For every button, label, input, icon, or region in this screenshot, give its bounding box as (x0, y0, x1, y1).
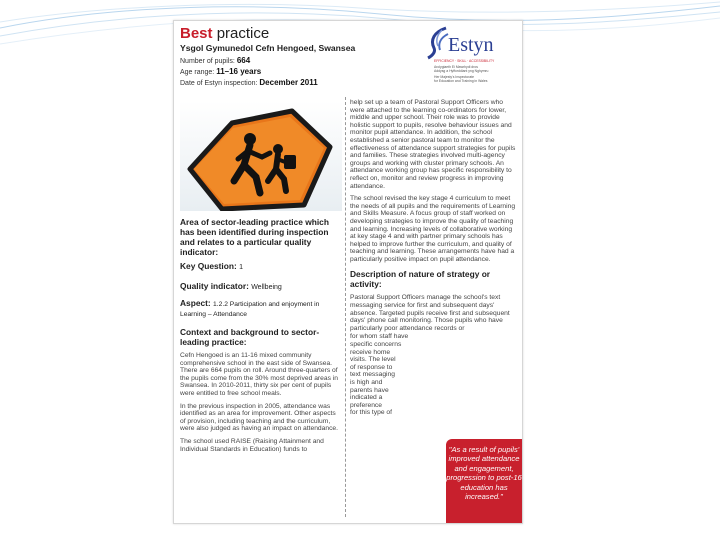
description-heading: Description of nature of strategy or activity: (350, 269, 491, 290)
left-column (180, 217, 342, 453)
logo-english-line-1: Her Majesty's Inspectorate (434, 75, 475, 79)
aspect-value: 1.2.2 Participation and enjoyment in Learning – Attendance (180, 301, 320, 318)
logo-welsh-line-1: Arolygiaeth Ei Mawrhydi dros (434, 65, 478, 69)
right-paragraph-1: help set up a team of Pastoral Support Officers who were attached to the learning co-ordinators for lower, middle and upper school. Their role was to provide holistic support to pupils, resolve behaviour issues and monitor pupil attendance. In addition, the school established a senior pastoral team to monitor the effectiveness of attendance support strategies for pupils and families. These strategies involved multi-agency groups and working with cluster primary schools. An attendance working group has specific responsibility to reflect on, monitor and review progress in improving attendance. (350, 99, 516, 190)
logo-tagline: EFFICIENCY · SKILL · ACCESSIBILITY (434, 59, 495, 63)
context-paragraph-2: In the previous inspection in 2005, attendance was identified as an area for improvement. Other aspects of provision, including teaching and the curriculum, were also judged as having an impact on attendance. (180, 402, 339, 433)
document-title (180, 25, 269, 42)
p4-line: receive home (350, 348, 391, 356)
right-paragraph-4 (350, 333, 444, 417)
p4-line: text messaging (350, 371, 395, 379)
key-question-value: 1 (239, 264, 244, 271)
quality-indicator-label: Quality indicator: (180, 281, 249, 291)
aspect-label: Aspect: (180, 298, 211, 308)
p4-line: indicated a (350, 394, 383, 402)
date-label: Date of Estyn inspection: (180, 80, 258, 87)
estyn-logo (426, 26, 518, 88)
aspect-row (180, 299, 342, 319)
pupils-value: 664 (236, 56, 251, 65)
p4-line: for this type of (350, 409, 393, 417)
p4-line: is high and (350, 379, 383, 386)
best-practice-document (173, 20, 523, 524)
children-crossing-sign-icon (180, 101, 342, 211)
logo-english-line-2: for Education and Training in Wales (434, 79, 488, 83)
school-sign-photo (180, 101, 342, 211)
title-best: Best (180, 25, 213, 42)
quality-indicator-value: Wellbeing (251, 284, 282, 291)
context-heading: Context and background to sector-leading practice: (180, 327, 320, 347)
right-paragraph-3: Pastoral Support Officers manage the school's text messaging service for first and subsequent days' absence. Targeted pupils receive first and subsequent days' phone call monitoring. Those pupils who have particularly poor attendance records or (350, 294, 510, 332)
age-value: 11–16 years (216, 67, 262, 76)
estyn-swirl-icon (426, 26, 450, 60)
age-label: Age range: (180, 69, 215, 76)
school-name: Ysgol Gymunedol Cefn Hengoed, Swansea (180, 43, 356, 53)
key-question-row (180, 261, 342, 271)
p4-line: specific concerns (350, 341, 402, 349)
right-column (350, 99, 516, 417)
date-row (180, 78, 318, 87)
context-paragraph-3: The school used RAISE (Raising Attainment and Individual Standards in Education) funds to (180, 437, 324, 453)
date-value: December 2011 (259, 78, 318, 87)
p4-line: parents have (350, 386, 389, 394)
p4-line: for whom staff have (350, 333, 409, 341)
p4-line: preference (350, 401, 382, 409)
key-question-label: Key Question: (180, 261, 237, 271)
column-divider (345, 97, 346, 517)
right-paragraph-2: The school revised the key stage 4 curriculum to meet the needs of all pupils and the requirements of Learning and Skills Measure. A focus group of staff worked on developing strategies to improve the quality of teaching and learning. Increasing levels of collaborative working at key stage 4 and with partner primary schools has helped to improve further the curriculum, and quality of teaching and learning. These arrangements have had a particularly positive impact on pupil attendance. (350, 195, 516, 263)
p4-line: of response to (350, 363, 393, 371)
logo-welsh-line-2: Addysg a Hyfforddiant yng Nghymru (434, 69, 489, 73)
pupils-row (180, 56, 250, 65)
quote-callout: "As a result of pupils' improved attendance and engagement, progression to post-16 education has increased." (446, 439, 522, 523)
age-row (180, 67, 261, 76)
pupils-label: Number of pupils: (180, 58, 235, 65)
context-paragraph-1: Cefn Hengoed is an 11-16 mixed community comprehensive school in the east side of Swansea. There are 664 pupils on roll. Around three-quarters of the pupils come from the 30% most deprived areas in Swansea. In 2010-2011, thirty six per cent of pupils were entitled to free school meals. (180, 352, 338, 397)
area-heading: Area of sector-leading practice which has been identified during inspection and relates to a particular quality indicator: (180, 217, 329, 257)
estyn-wordmark: Estyn (448, 34, 494, 56)
quality-indicator-row (180, 281, 342, 291)
title-practice: practice (216, 25, 270, 42)
p4-line: visits. The level (350, 356, 396, 364)
